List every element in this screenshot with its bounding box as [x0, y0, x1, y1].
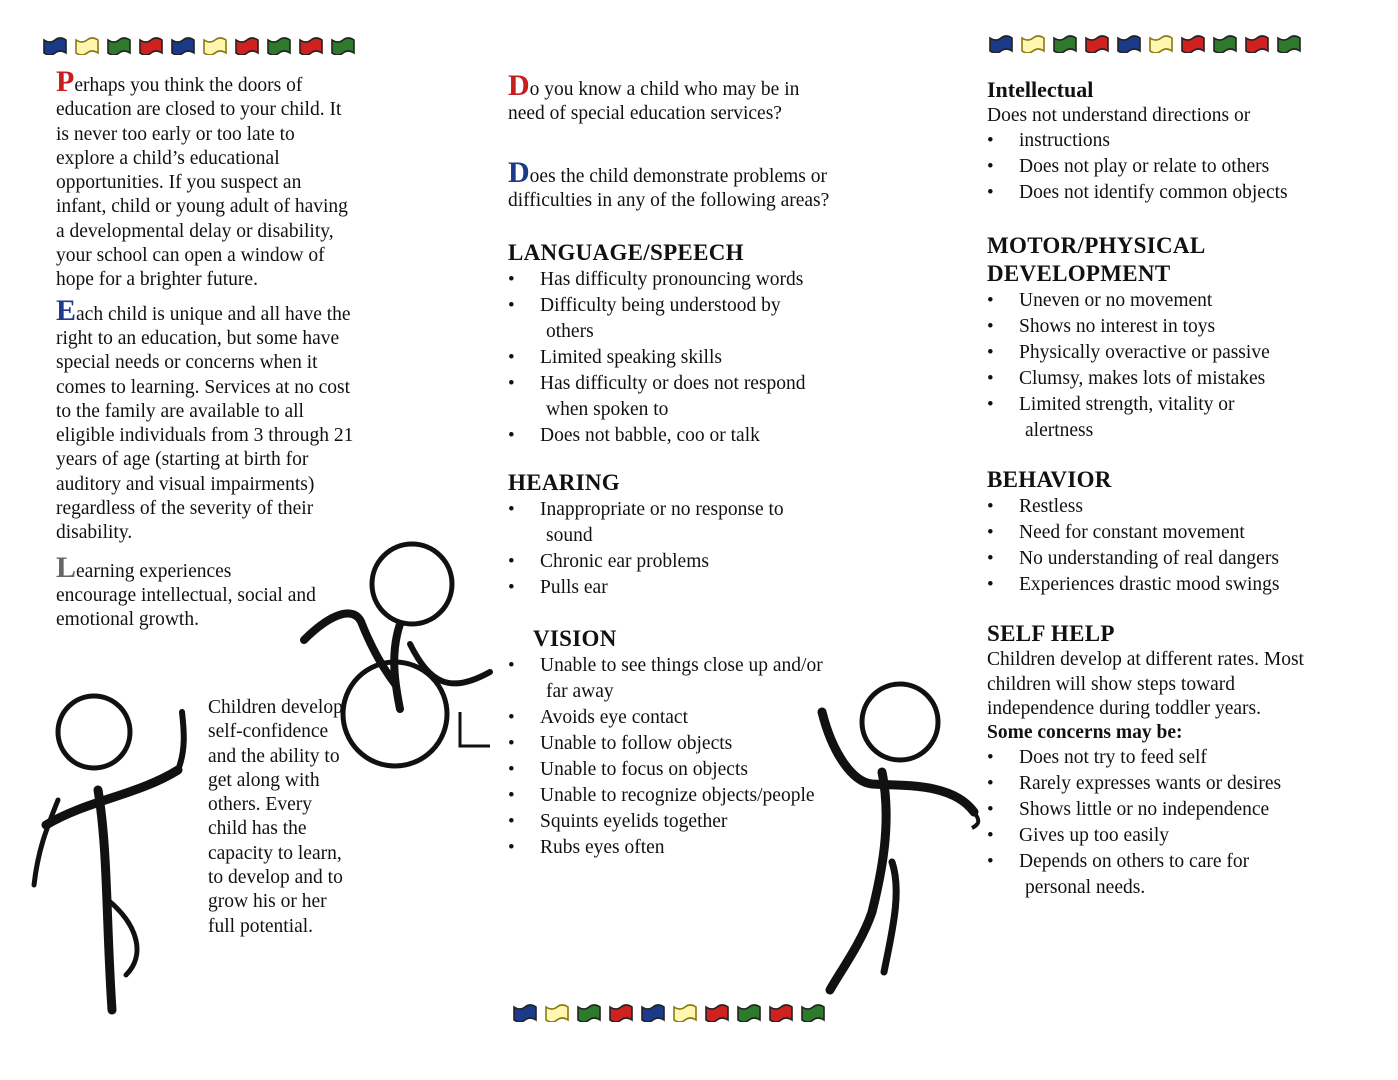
- list-item-text: Pulls ear: [540, 577, 608, 599]
- hearing-list: [508, 497, 868, 601]
- list-item-text: Unable to see things close up and/or: [540, 655, 823, 677]
- flag-icon: [170, 37, 196, 55]
- self-help-list: [987, 745, 1347, 901]
- right-column: [987, 76, 1347, 901]
- flag-icon: [42, 37, 68, 55]
- list-item: [508, 575, 868, 601]
- list-item-text: Has difficulty pronouncing words: [540, 269, 804, 291]
- list-item-text: Restless: [1019, 496, 1083, 518]
- heading-hearing: HEARING: [508, 470, 621, 496]
- question-1: Do you know a child who may be in need of special education services?: [508, 69, 800, 125]
- dropcap-d-1: D: [508, 69, 530, 102]
- list-item-text: Unable to recognize objects/people: [540, 785, 815, 807]
- intellectual-list: [987, 128, 1347, 206]
- list-item: [987, 797, 1347, 823]
- heading-motor-physical: MOTOR/PHYSICAL DEVELOPMENT: [987, 233, 1206, 287]
- intro-paragraph: Perhaps you think the doors of education are closed to your child. It is never too early or too late to explore a child’s educational opportunities. If you suspect an infant, child or young adult of having a developmental delay or disability, your school can open a window of hope for a brighter future.: [56, 65, 348, 291]
- list-item-text: Does not babble, coo or talk: [540, 425, 760, 447]
- list-item-text: Need for constant movement: [1019, 522, 1245, 544]
- unique-paragraph: Each child is unique and all have the right to an education, but some have special needs or concerns when it comes to learning. Services at no cost to the family are available to all eligible individuals from 3 through 21 years of age (starting at birth for auditory and visual impairments) regardless of the severity of their disability.: [56, 293, 354, 544]
- list-item-continuation: when spoken to: [546, 399, 669, 421]
- flag-icon: [106, 37, 132, 55]
- list-item-text: Does not play or relate to others: [1019, 156, 1270, 178]
- list-item: [508, 371, 868, 423]
- list-item: [987, 180, 1347, 206]
- flag-icon: [1116, 35, 1142, 53]
- flag-icon: [736, 1004, 762, 1022]
- flag-icon: [576, 1004, 602, 1022]
- flag-icon: [234, 37, 260, 55]
- list-item: [987, 546, 1347, 572]
- list-item: [987, 745, 1347, 771]
- flag-icon: [800, 1004, 826, 1022]
- flag-icon: [266, 37, 292, 55]
- list-item-text: Uneven or no movement: [1019, 290, 1213, 312]
- flag-icon: [202, 37, 228, 55]
- stick-figure-waving-icon: [28, 690, 198, 1020]
- list-item-text: Clumsy, makes lots of mistakes: [1019, 368, 1266, 390]
- list-item-continuation: personal needs.: [1025, 877, 1146, 899]
- heading-intellectual: Intellectual: [987, 77, 1094, 102]
- flag-icon: [1180, 35, 1206, 53]
- flag-icon: [1084, 35, 1110, 53]
- list-item-text: Shows little or no independence: [1019, 799, 1270, 821]
- list-item-text: No understanding of real dangers: [1019, 548, 1279, 570]
- list-item: [987, 366, 1347, 392]
- list-item: [987, 340, 1347, 366]
- list-item: [987, 771, 1347, 797]
- list-item-text: Inappropriate or no response to: [540, 499, 784, 521]
- flag-icon: [138, 37, 164, 55]
- flag-row-right: [988, 35, 1302, 53]
- flag-icon: [988, 35, 1014, 53]
- motor-physical-list: [987, 288, 1347, 444]
- list-item: [508, 267, 868, 293]
- flag-icon: [74, 37, 100, 55]
- children-side-text: Children develop self-confidence and the ability to get along with others. Every child has the capacity to learn, to develop and to grow his or her full potential.: [208, 697, 343, 937]
- flag-icon: [1212, 35, 1238, 53]
- flag-icon: [1276, 35, 1302, 53]
- list-item-text: Rarely expresses wants or desires: [1019, 773, 1282, 795]
- list-item-text: Unable to focus on objects: [540, 759, 748, 781]
- list-item: [987, 154, 1347, 180]
- list-item-text: Experiences drastic mood swings: [1019, 574, 1280, 596]
- list-item: [987, 494, 1347, 520]
- list-item-text: Does not identify common objects: [1019, 182, 1288, 204]
- list-item-text: Physically overactive or passive: [1019, 342, 1270, 364]
- flag-icon: [704, 1004, 730, 1022]
- list-item: [508, 345, 868, 371]
- list-item-continuation: alertness: [1025, 420, 1094, 442]
- list-item-text: instructions: [1019, 130, 1110, 152]
- self-help-concerns: Some concerns may be:: [987, 722, 1183, 744]
- learning-paragraph: Learning experiences encourage intellectual, social and emotional growth.: [56, 550, 316, 631]
- list-item: [987, 392, 1347, 444]
- list-item: [987, 288, 1347, 314]
- flag-row-left: [42, 37, 356, 55]
- stick-figure-arms-up-icon: [812, 672, 982, 1002]
- flag-icon: [1020, 35, 1046, 53]
- list-item-text: Limited speaking skills: [540, 347, 722, 369]
- flag-icon: [672, 1004, 698, 1022]
- flag-icon: [512, 1004, 538, 1022]
- dropcap-e: E: [56, 293, 77, 327]
- dropcap-p: P: [56, 65, 75, 98]
- list-item-continuation: others: [546, 321, 594, 343]
- list-item: [987, 314, 1347, 340]
- list-item-text: Shows no interest in toys: [1019, 316, 1216, 338]
- flag-icon: [1244, 35, 1270, 53]
- heading-behavior: BEHAVIOR: [987, 467, 1112, 493]
- flag-row-bottom: [512, 1004, 826, 1022]
- flag-icon: [640, 1004, 666, 1022]
- flag-icon: [768, 1004, 794, 1022]
- list-item-text: Difficulty being understood by: [540, 295, 781, 317]
- list-item-text: Limited strength, vitality or: [1019, 394, 1235, 416]
- list-item-text: Squints eyelids together: [540, 811, 728, 833]
- flag-icon: [330, 37, 356, 55]
- list-item-text: Does not try to feed self: [1019, 747, 1207, 769]
- list-item-text: Gives up too easily: [1019, 825, 1170, 847]
- flag-icon: [298, 37, 324, 55]
- list-item-continuation: sound: [546, 525, 593, 547]
- question-2: Does the child demonstrate problems or difficulties in any of the following areas?: [508, 155, 830, 211]
- flag-icon: [1148, 35, 1174, 53]
- dropcap-l: L: [56, 550, 77, 584]
- self-help-text: Children develop at different rates. Most children will show steps toward independence during toddler years.: [987, 649, 1304, 719]
- list-item-text: Depends on others to care for: [1019, 851, 1250, 873]
- list-item-text: Chronic ear problems: [540, 551, 709, 573]
- list-item: [987, 849, 1347, 901]
- list-item: [987, 520, 1347, 546]
- heading-self-help: SELF HELP: [987, 621, 1115, 647]
- list-item: [987, 572, 1347, 598]
- list-item-text: Rubs eyes often: [540, 837, 665, 859]
- heading-vision: VISION: [533, 626, 617, 652]
- dropcap-d-2: D: [508, 155, 530, 189]
- list-item-text: Unable to follow objects: [540, 733, 733, 755]
- list-item: [987, 128, 1347, 154]
- list-item: [987, 823, 1347, 849]
- list-item-text: Avoids eye contact: [540, 707, 689, 729]
- heading-language-speech: LANGUAGE/SPEECH: [508, 240, 744, 266]
- list-item: [508, 423, 868, 449]
- list-item-continuation: far away: [546, 681, 614, 703]
- behavior-list: [987, 494, 1347, 598]
- list-item-text: Has difficulty or does not respond: [540, 373, 806, 395]
- list-item: [508, 293, 868, 345]
- intellectual-lead: Does not understand directions or: [987, 105, 1251, 126]
- list-item: [508, 549, 868, 575]
- language-speech-list: [508, 267, 868, 449]
- list-item: [508, 497, 868, 549]
- flag-icon: [1052, 35, 1078, 53]
- flag-icon: [608, 1004, 634, 1022]
- flag-icon: [544, 1004, 570, 1022]
- stick-figure-wheelchair-icon: [300, 534, 500, 774]
